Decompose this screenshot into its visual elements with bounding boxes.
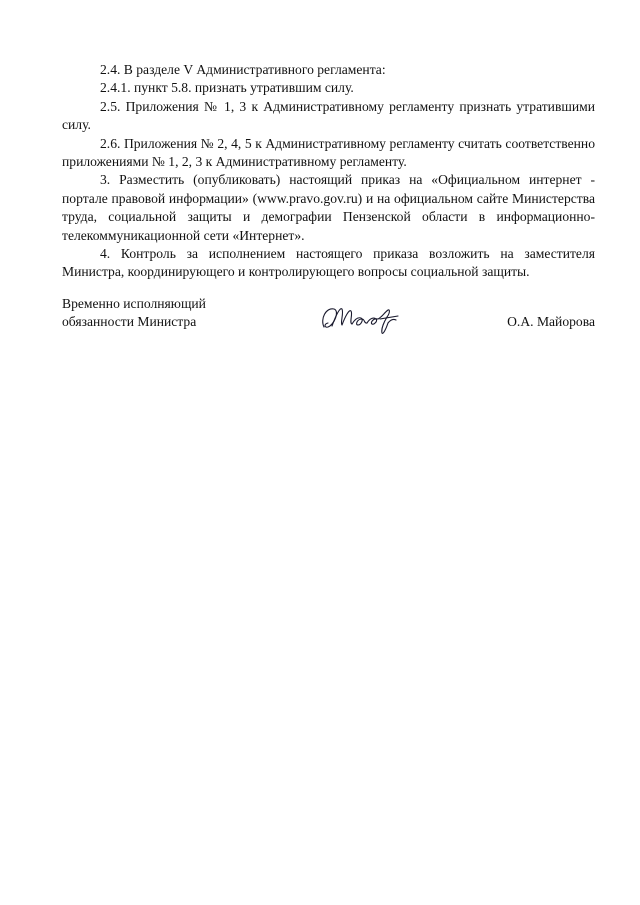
signatory-title [62,295,206,332]
document-body [62,61,595,282]
signatory-title-line2: обязанности Министра [62,314,197,330]
paragraph-2-4: 2.4. В разделе V Административного регламента: [100,62,386,77]
paragraph-3: 3. Разместить (опубликовать) настоящий приказ на «Официальном интернет - портале правовой информации» (www.pravo.gov.ru) и на официальном сайте Министерства труда, социальной защиты и демографии Пензенской области в информационно-телекоммуникационной сети «Интернет». [62,172,595,243]
signatory-title-line1: Временно исполняющий [62,296,206,311]
signatory-name: О.А. Майорова [507,314,595,329]
paragraph-2-4-1: 2.4.1. пункт 5.8. признать утратившим силу. [100,80,354,96]
paragraph-2-6: 2.6. Приложения № 2, 4, 5 к Административному регламенту считать соответственно приложениями № 1, 2, 3 к Административному регламенту. [62,135,595,170]
paragraph-2-5: 2.5. Приложения № 1, 3 к Административному регламенту признать утратившими силу. [62,98,595,133]
signature-block [62,295,595,345]
paragraph-4: 4. Контроль за исполнением настоящего приказа возложить на заместителя Министра, координирующего и контролирующего вопросы социальной защиты. [62,246,595,280]
handwritten-signature [318,297,408,337]
